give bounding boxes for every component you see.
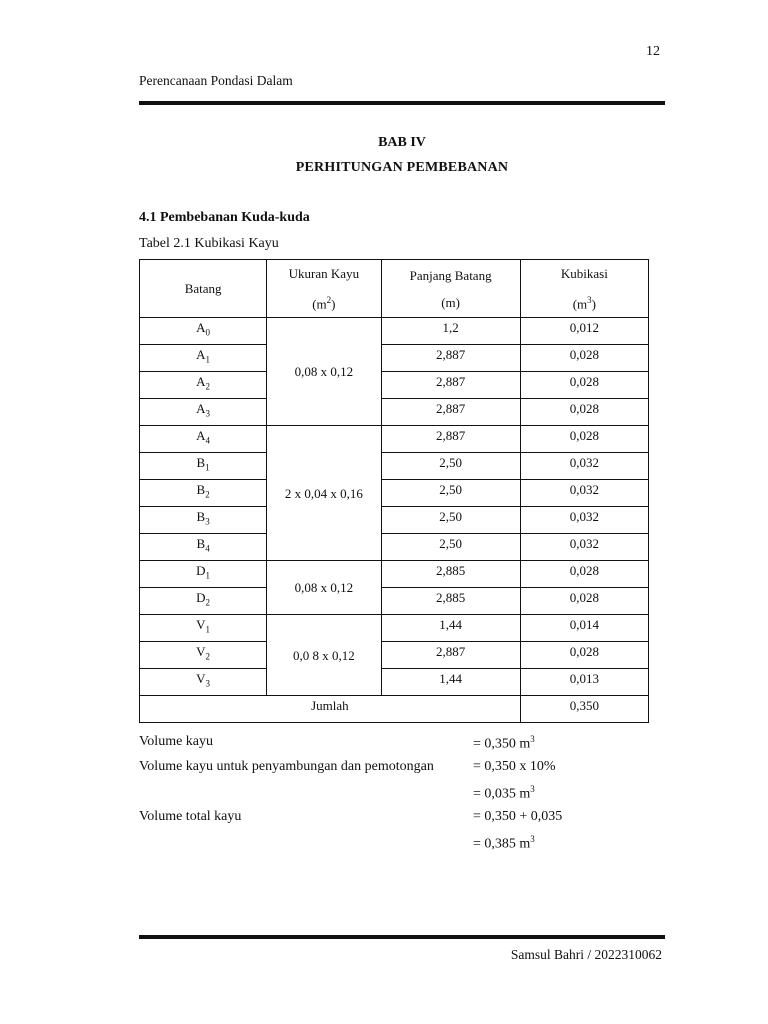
cell-batang: $V_2$ bbox=[140, 642, 267, 669]
cell-panjang: 2,887 bbox=[381, 426, 520, 453]
table-row bbox=[140, 399, 649, 426]
cell-ukuran: 0,08 x 0,12 bbox=[267, 318, 381, 426]
kubikasi-table bbox=[139, 259, 649, 723]
cell-panjang: 2,887 bbox=[381, 642, 520, 669]
table-row bbox=[140, 534, 649, 561]
cell-batang: $B_2$ bbox=[140, 480, 267, 507]
cell-kubikasi: 0,028 bbox=[520, 399, 648, 426]
cell-batang: $D_2$ bbox=[140, 588, 267, 615]
cell-batang: $A_0$ bbox=[140, 318, 267, 345]
header-panjang: Panjang Batang (m) bbox=[381, 260, 520, 318]
table-row bbox=[140, 372, 649, 399]
header-ukuran: Ukuran Kayu $(m^2)$ bbox=[267, 260, 381, 318]
cell-batang: $D_1$ bbox=[140, 561, 267, 588]
calc-line bbox=[139, 759, 665, 779]
section-heading: 4.1 Pembebanan Kuda-kuda bbox=[139, 210, 310, 225]
cell-kubikasi: 0,028 bbox=[520, 588, 648, 615]
cell-batang: $V_3$ bbox=[140, 669, 267, 696]
table-row bbox=[140, 318, 649, 345]
calc-line bbox=[139, 784, 665, 804]
running-header: Perencanaan Pondasi Dalam bbox=[139, 73, 293, 88]
table-row bbox=[140, 426, 649, 453]
table-total-row bbox=[140, 696, 649, 723]
footer-rule bbox=[139, 935, 665, 939]
table-row bbox=[140, 615, 649, 642]
cell-kubikasi: 0,032 bbox=[520, 453, 648, 480]
calc-line bbox=[139, 734, 665, 754]
table-row bbox=[140, 561, 649, 588]
footer-author: Samsul Bahri / 2022310062 bbox=[510, 947, 662, 962]
calc-label: Volume total kayu bbox=[139, 809, 242, 824]
cell-batang: $B_3$ bbox=[140, 507, 267, 534]
cell-kubikasi: 0,028 bbox=[520, 642, 648, 669]
calc-label: Volume kayu untuk penyambungan dan pemotongan bbox=[139, 759, 434, 774]
cell-batang: $A_1$ bbox=[140, 345, 267, 372]
cell-panjang: 2,887 bbox=[381, 399, 520, 426]
cell-kubikasi: 0,028 bbox=[520, 561, 648, 588]
cell-panjang: 1,44 bbox=[381, 615, 520, 642]
calc-line bbox=[139, 809, 665, 829]
page-number: 12 bbox=[646, 44, 660, 59]
cell-kubikasi: 0,032 bbox=[520, 534, 648, 561]
table-caption: Tabel 2.1 Kubikasi Kayu bbox=[139, 236, 279, 251]
header-kubikasi: Kubikasi $(m^3)$ bbox=[520, 260, 648, 318]
table-row bbox=[140, 507, 649, 534]
cell-panjang: 2,50 bbox=[381, 453, 520, 480]
cell-panjang: 2,885 bbox=[381, 588, 520, 615]
cell-kubikasi: 0,013 bbox=[520, 669, 648, 696]
cell-batang: $A_3$ bbox=[140, 399, 267, 426]
cell-panjang: 2,887 bbox=[381, 372, 520, 399]
cell-batang: $A_4$ bbox=[140, 426, 267, 453]
cell-batang: $A_2$ bbox=[140, 372, 267, 399]
cell-batang: $V_1$ bbox=[140, 615, 267, 642]
cell-kubikasi: 0,032 bbox=[520, 507, 648, 534]
calc-value: = 0,035 $m^3$ bbox=[473, 784, 535, 802]
cell-kubikasi: 0,028 bbox=[520, 372, 648, 399]
table-row bbox=[140, 669, 649, 696]
cell-kubikasi: 0,028 bbox=[520, 345, 648, 372]
total-value: 0,350 bbox=[520, 696, 648, 723]
table-row bbox=[140, 642, 649, 669]
cell-panjang: 2,50 bbox=[381, 480, 520, 507]
cell-panjang: 1,44 bbox=[381, 669, 520, 696]
cell-ukuran: 0,08 x 0,12 bbox=[267, 561, 381, 615]
table-row bbox=[140, 588, 649, 615]
header-batang: Batang bbox=[140, 260, 267, 318]
table-row bbox=[140, 480, 649, 507]
calc-label: Volume kayu bbox=[139, 734, 214, 749]
cell-ukuran: 0,0 8 x 0,12 bbox=[267, 615, 381, 696]
table-row bbox=[140, 453, 649, 480]
cell-kubikasi: 0,028 bbox=[520, 426, 648, 453]
cell-panjang: 1,2 bbox=[381, 318, 520, 345]
calc-value: = 0,350 $m^3$ bbox=[473, 734, 535, 752]
total-label: Jumlah bbox=[140, 696, 521, 723]
cell-panjang: 2,887 bbox=[381, 345, 520, 372]
calc-value: = 0,350 x 10% bbox=[473, 759, 556, 774]
cell-panjang: 2,50 bbox=[381, 507, 520, 534]
chapter-title: BAB IV bbox=[378, 135, 426, 150]
cell-batang: $B_1$ bbox=[140, 453, 267, 480]
table-header-row bbox=[140, 260, 649, 318]
calc-value: = 0,385 $m^3$ bbox=[473, 834, 535, 852]
cell-kubikasi: 0,032 bbox=[520, 480, 648, 507]
cell-kubikasi: 0,012 bbox=[520, 318, 648, 345]
header-rule bbox=[139, 101, 665, 105]
cell-panjang: 2,50 bbox=[381, 534, 520, 561]
calc-line bbox=[139, 834, 665, 854]
cell-kubikasi: 0,014 bbox=[520, 615, 648, 642]
table-row bbox=[140, 345, 649, 372]
cell-batang: $B_4$ bbox=[140, 534, 267, 561]
chapter-subtitle: PERHITUNGAN PEMBEBANAN bbox=[295, 160, 509, 175]
cell-ukuran: 2 x 0,04 x 0,16 bbox=[267, 426, 381, 561]
calc-value: = 0,350 + 0,035 bbox=[473, 809, 563, 824]
cell-panjang: 2,885 bbox=[381, 561, 520, 588]
